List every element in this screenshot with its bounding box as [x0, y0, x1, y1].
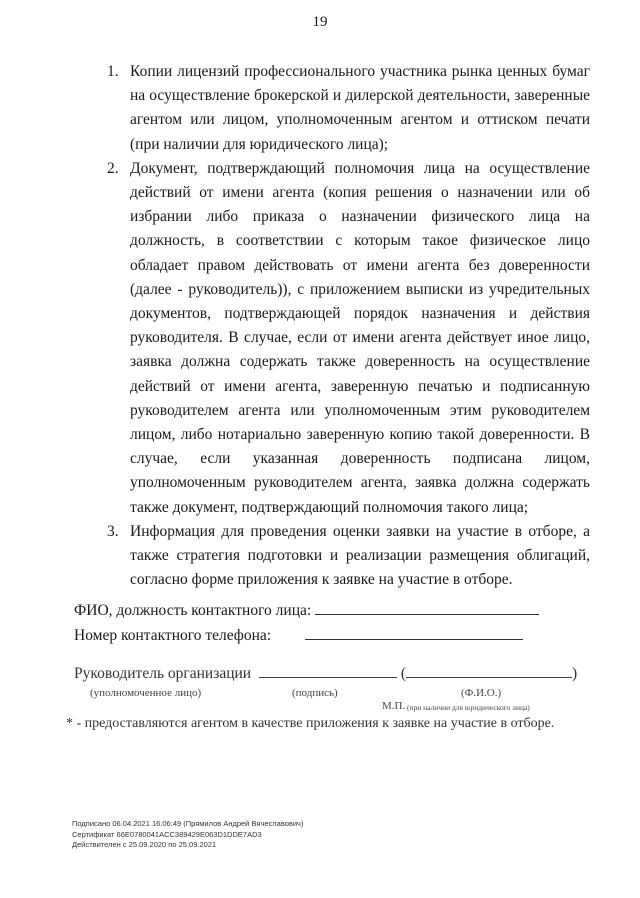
name-line	[406, 663, 572, 678]
contact-name-line	[315, 600, 539, 615]
list-item-text: Документ, подтверждающий полномочия лица на осуществление действий от имени агента (копия решения о назначении или об избрании либо приказа о назначении физического лица на должность, в соответствии с которым такое физическое лицо обладает правом действовать от имени агента без доверенности (далее - руководитель)), с приложением выписки из учредительных документов, подтверждающей порядок назначения и действия руководителя. В случае, если от имени агента действует иное лицо, заявка должна содержать также доверенность на осуществление действий от имени агента, заверенную печатью и подписанную руководителем агента или уполномоченным этим руководителем лицом, либо нотариально заверенную копию такой доверенности. В случае, если указанная доверенность подписана лицом, уполномоченным руководителем агента, заявка должна содержать также документ, подтверждающий полномочия такого лица;	[130, 159, 590, 516]
caption-person: (уполномоченное лицо)	[90, 687, 202, 699]
contact-name-row	[74, 600, 574, 620]
contact-phone-line	[305, 625, 523, 640]
e-signature-stamp	[72, 819, 303, 851]
list-item	[104, 157, 590, 520]
list-item-number: 3.	[107, 522, 119, 540]
signature-row	[74, 663, 594, 683]
e-signature-signed: Подписано 06.04.2021 16:06:49 (Прямилов Андрей Вячеславович)	[72, 819, 304, 828]
contact-phone-row	[74, 625, 574, 645]
head-label: Руководитель организации	[74, 665, 252, 682]
document-list	[104, 60, 590, 592]
caption-seal-note: (при наличии для юридического лица)	[407, 703, 530, 712]
list-item	[104, 60, 590, 157]
e-signature-valid: Действителен с 25.09.2020 по 25.09.2021	[72, 840, 217, 849]
close-paren: )	[572, 665, 578, 682]
open-paren: (	[400, 665, 407, 682]
footnote: * - предоставляются агентом в качестве приложения к заявке на участие в отборе.	[66, 716, 555, 731]
caption-name: (Ф.И.О.)	[461, 687, 502, 699]
page-number: 19	[312, 14, 328, 30]
contact-phone-label: Номер контактного телефона:	[74, 627, 272, 644]
caption-seal: М.П.	[382, 700, 406, 712]
list-item-number: 2.	[107, 159, 119, 177]
list-item-number: 1.	[107, 63, 119, 80]
list-item-text: Копии лицензий профессионального участника рынка ценных бумаг на осуществление брокерской и дилерской деятельности, заверенные агентом или лицом, уполномоченным агентом и оттиском печати (при наличии для юридического лица);	[130, 63, 590, 153]
caption-signature: (подпись)	[292, 687, 338, 699]
list-item-text: Информация для проведения оценки заявки на участие в отборе, а также стратегия подготовки и реализации размещения облигаций, согласно форме приложения к заявке на участие в отборе.	[130, 522, 590, 589]
signature-line	[259, 663, 397, 678]
contact-name-label: ФИО, должность контактного лица:	[74, 602, 312, 619]
list-item	[104, 520, 590, 593]
e-signature-certificate: Сертификат 66E0780041ACC389429E063D1DDE7AD3	[72, 829, 262, 839]
